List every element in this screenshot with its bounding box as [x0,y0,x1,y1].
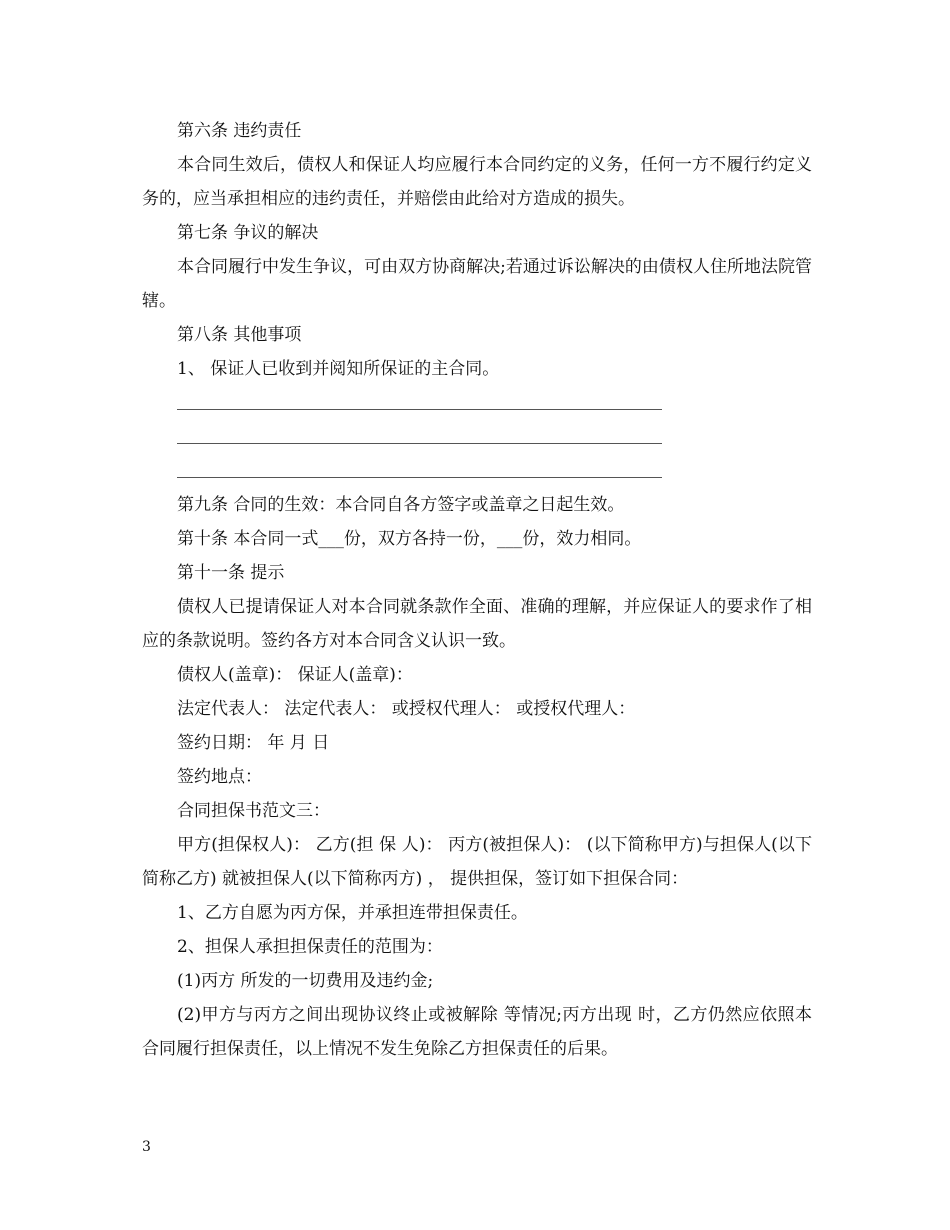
page-number: 3 [142,1139,151,1155]
sample-3-title: 合同担保书范文三： [177,801,330,821]
article-10: 第十条 本合同一式___份，双方各持一份，___份，效力相同。 [177,529,642,549]
article-7-body: 本合同履行中发生争议，可由双方协商解决;若通过诉讼解决的由债权人住所地法院管辖。 [142,257,812,311]
signing-date: 签约日期： 年 月 日 [177,733,330,753]
clause-2-item-2: (2)甲方与丙方之间出现协议终止或被解除 等情况;丙方出现 时，乙方仍然应依照本合同履行担保责任，以上情况不发生免除乙方担保责任的后果。 [142,1005,812,1059]
parties-paragraph: 甲方(担保权人)： 乙方(担 保 人)： 丙方(被担保人)： (以下简称甲方)与担保人(以下简称乙方) 就被担保人(以下简称丙方) ， 提供担保，签订如下担保合同： [142,835,812,889]
article-6-body: 本合同生效后，债权人和保证人均应履行本合同约定的义务，任何一方不履行约定义务的，应当承担相应的违约责任，并赔偿由此给对方造成的损失。 [142,155,812,209]
document-body [142,114,812,1066]
blank-line [177,386,662,420]
article-6-heading: 第六条 违约责任 [177,121,302,141]
blank-line [177,420,662,454]
article-8-heading: 第八条 其他事项 [177,325,302,345]
article-9: 第九条 合同的生效：本合同自各方签字或盖章之日起生效。 [177,495,625,515]
article-7-heading: 第七条 争议的解决 [177,223,319,243]
article-11-heading: 第十一条 提示 [177,563,285,583]
signing-place: 签约地点： [177,767,262,787]
clause-1: 1、乙方自愿为丙方保，并承担连带担保责任。 [177,903,528,923]
signature-representatives: 法定代表人： 法定代表人： 或授权代理人： 或授权代理人： [177,699,636,719]
article-11-body: 债权人已提请保证人对本合同就条款作全面、准确的理解，并应保证人的要求作了相应的条款说明。签约各方对本合同含义认识一致。 [142,597,812,651]
signature-seals: 债权人(盖章)： 保证人(盖章)： [177,665,413,685]
article-8-item-1: 1、 保证人已收到并阅知所保证的主合同。 [177,359,500,379]
clause-2-item-1: (1)丙方 所发的一切费用及违约金; [177,971,434,991]
blank-line [177,454,662,488]
clause-2: 2、担保人承担担保责任的范围为： [177,937,443,957]
